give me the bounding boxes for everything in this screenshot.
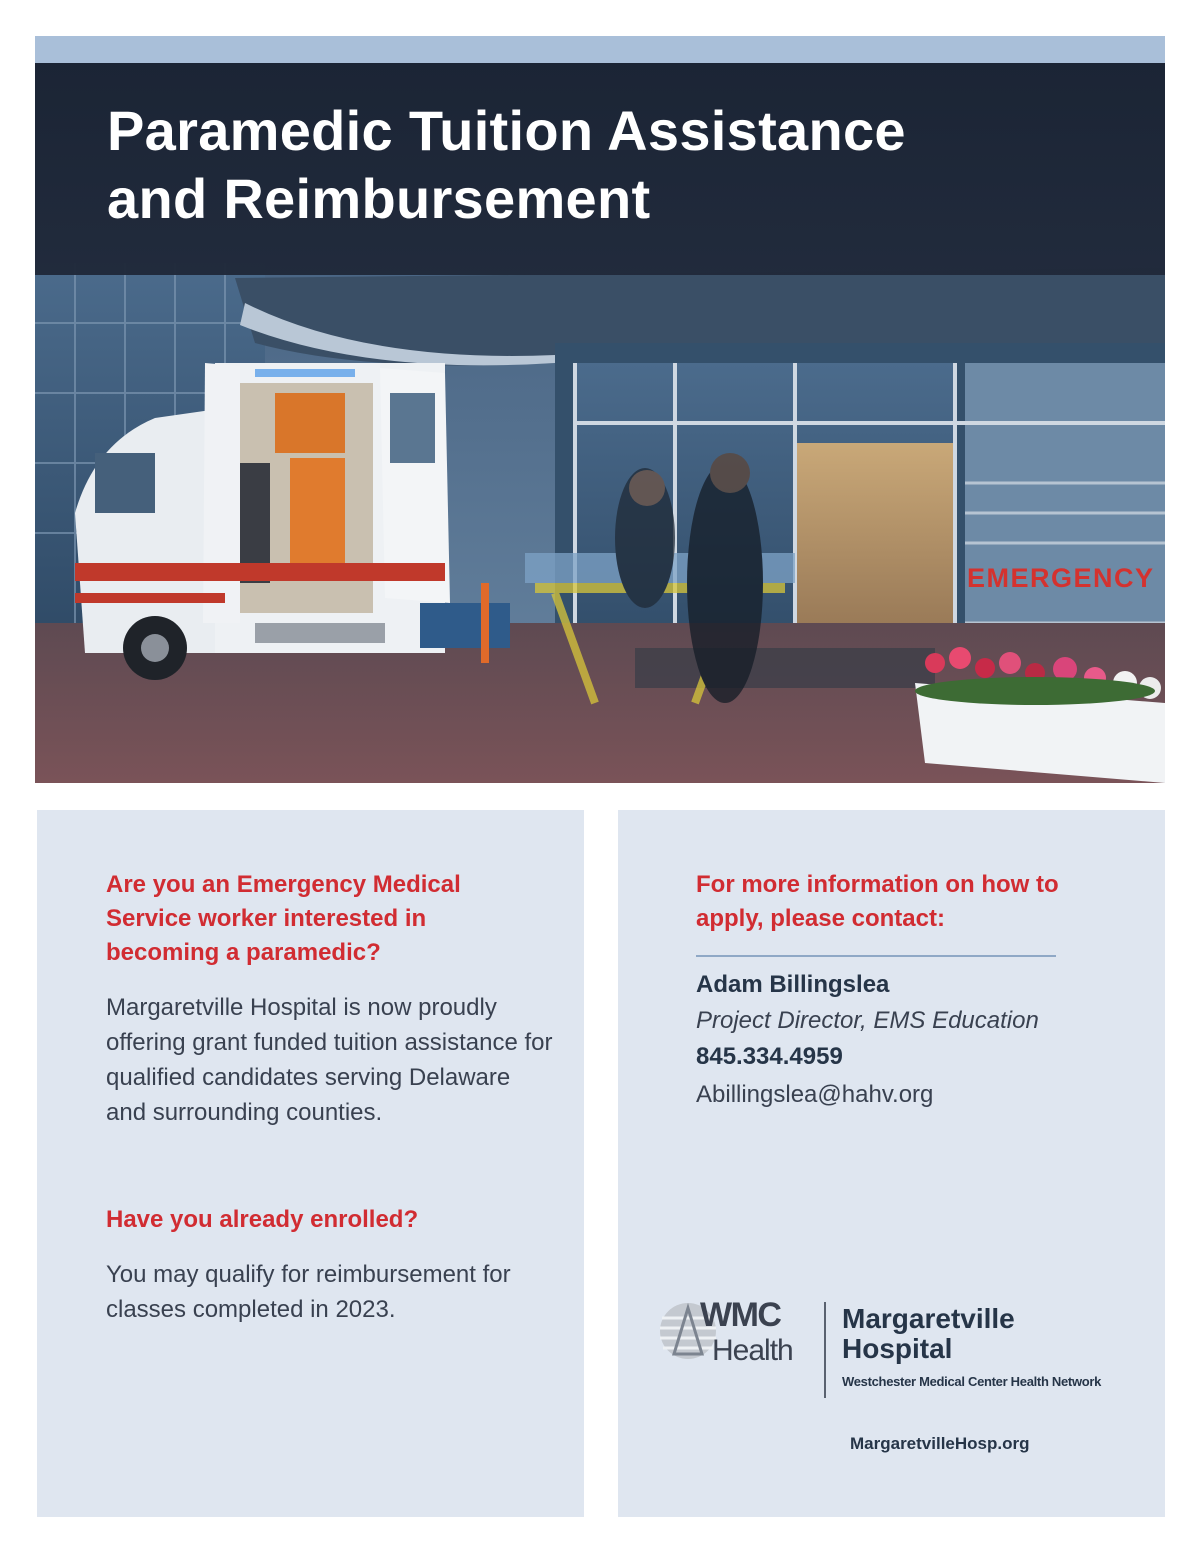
contact-email[interactable]: Abillingslea@hahv.org (696, 1081, 934, 1108)
hospital-name-line-1: Margaretville (842, 1303, 1015, 1334)
info-panel-left (37, 810, 584, 1517)
contact-name: Adam Billingslea (696, 971, 890, 998)
wmc-logo-text: WMC (700, 1296, 781, 1334)
hospital-name-line-2: Hospital (842, 1333, 953, 1364)
page-title (107, 97, 1107, 233)
contact-job-title: Project Director, EMS Education (696, 1007, 1039, 1034)
ems-question-heading: Are you an Emergency Medical Service worker interested in becoming a paramedic? (106, 871, 461, 966)
hero-photo (35, 63, 1165, 783)
title-line-1: Paramedic Tuition Assistance (107, 99, 906, 162)
contact-heading: For more information on how to apply, please contact: (696, 871, 1059, 932)
reimbursement-paragraph: You may qualify for reimbursement for classes completed in 2023. (106, 1261, 511, 1323)
logo-divider (824, 1302, 826, 1398)
website-link[interactable]: MargaretvilleHosp.org (850, 1434, 1030, 1453)
wmc-health-text: Health (712, 1334, 793, 1367)
enrolled-question-heading: Have you already enrolled? (106, 1206, 419, 1233)
health-network-name: Westchester Medical Center Health Network (842, 1374, 1102, 1389)
title-line-2: and Reimbursement (107, 167, 651, 230)
contact-divider (696, 955, 1056, 957)
emergency-sign: EMERGENCY (967, 563, 1155, 593)
hospital-name (842, 1304, 1015, 1364)
top-stripe (35, 36, 1165, 63)
tuition-offer-paragraph: Margaretville Hospital is now proudly offering grant funded tuition assistance for qualified candidates serving Delaware and surrounding counties. (106, 994, 553, 1126)
contact-phone[interactable]: 845.334.4959 (696, 1043, 843, 1070)
contact-panel-right (618, 810, 1165, 1517)
